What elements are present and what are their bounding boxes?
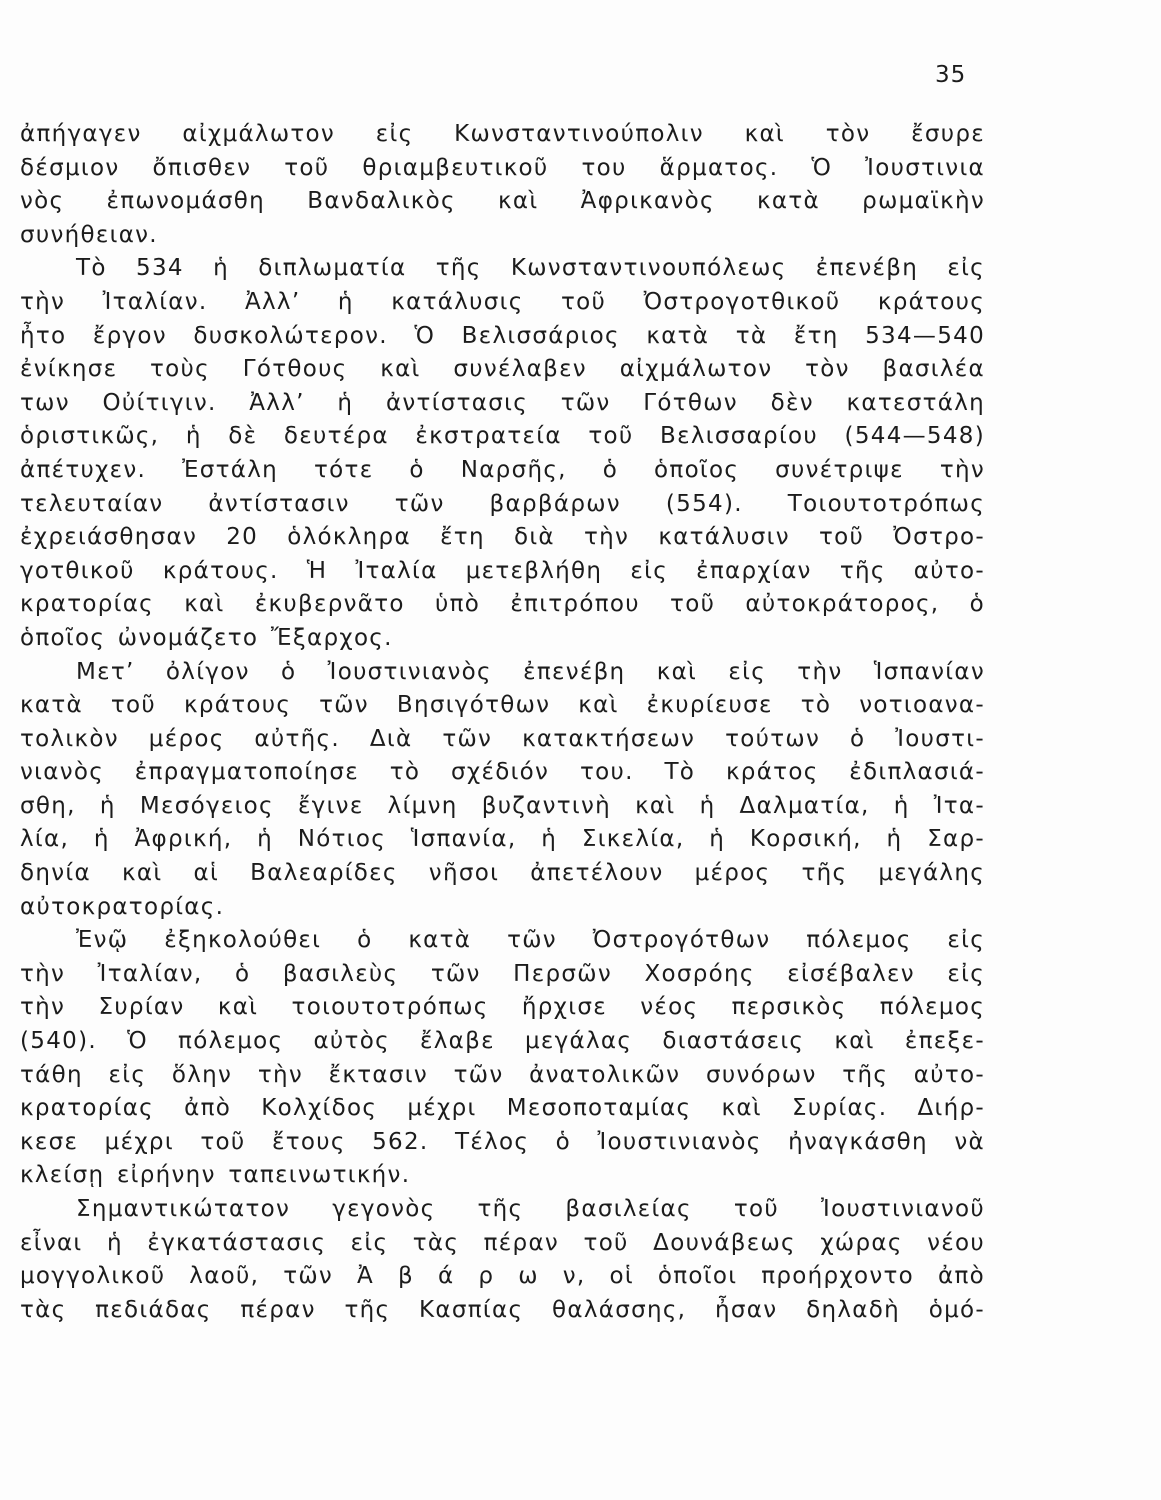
text-line: λία, ἡ Ἀφρική, ἡ Νότιος Ἱσπανία, ἡ Σικελία, ἡ Κορσική, ἡ Σαρ- (20, 826, 985, 853)
text-line: τολικὸν μέρος αὐτῆς. Διὰ τῶν κατακτήσεων τούτων ὁ Ἰουστι- (20, 725, 985, 752)
text-line: σθη, ἡ Μεσόγειος ἔγινε λίμνη βυζαντινὴ καὶ ἡ Δαλματία, ἡ Ἰτα- (20, 792, 985, 819)
paragraph-start-line: Μετ’ ὀλίγον ὁ Ἰουστινιανὸς ἐπενέβη καὶ εἰς τὴν Ἱσπανίαν (76, 658, 985, 685)
text-line: κεσε μέχρι τοῦ ἔτους 562. Τέλος ὁ Ἰουστινιανὸς ἠναγκάσθη νὰ (20, 1128, 985, 1155)
text-line: τελευταίαν ἀντίστασιν τῶν βαρβάρων (554). Τοιουτοτρόπως (20, 490, 985, 517)
text-line: δέσμιον ὄπισθεν τοῦ θριαμβευτικοῦ του ἅρματος. Ὁ Ἰουστινια (20, 154, 985, 181)
text-line: γοτθικοῦ κράτους. Ἡ Ἰταλία μετεβλήθη εἰς ἐπαρχίαν τῆς αὐτο- (20, 557, 985, 584)
paragraph-start-line: Τὸ 534 ἡ διπλωματία τῆς Κωνσταντινουπόλεως ἐπενέβη εἰς (76, 255, 985, 282)
text-line: δηνία καὶ αἱ Βαλεαρίδες νῆσοι ἀπετέλουν μέρος τῆς μεγάλης (20, 860, 985, 887)
text-line: (540). Ὁ πόλεμος αὐτὸς ἔλαβε μεγάλας διαστάσεις καὶ ἐπεξε- (20, 1028, 985, 1055)
text-line: ἐνίκησε τοὺς Γότθους καὶ συνέλαβεν αἰχμάλωτον τὸν βασιλέα (20, 356, 985, 383)
text-line: κρατορίας καὶ ἐκυβερνᾶτο ὑπὸ ἐπιτρόπου τοῦ αὐτοκράτορος, ὁ (20, 591, 985, 618)
text-line: κρατορίας ἀπὸ Κολχίδος μέχρι Μεσοποταμίας καὶ Συρίας. Διήρ- (20, 1095, 985, 1122)
text-line: νιανὸς ἐπραγματοποίησε τὸ σχέδιόν του. Τὸ κράτος ἐδιπλασιά- (20, 759, 985, 786)
text-line: κατὰ τοῦ κράτους τῶν Βησιγότθων καὶ ἐκυρίευσε τὸ νοτιοανα- (20, 692, 985, 719)
text-line: ὁποῖος ὠνομάζετο Ἔξαρχος. (20, 624, 393, 651)
body-text (20, 118, 985, 1327)
text-line: μογγολικοῦ λαοῦ, τῶν Ἀ β ά ρ ω ν, οἱ ὁποῖοι προήρχοντο ἀπὸ (20, 1263, 985, 1290)
text-line: νὸς ἐπωνομάσθη Βανδαλικὸς καὶ Ἀφρικανὸς κατὰ ρωμαϊκὴν (20, 188, 985, 215)
text-line: τὴν Ἰταλίαν, ὁ βασιλεὺς τῶν Περσῶν Χοσρόης εἰσέβαλεν εἰς (20, 960, 985, 987)
text-line: ἦτο ἔργον δυσκολώτερον. Ὁ Βελισσάριος κατὰ τὰ ἔτη 534—540 (20, 322, 985, 349)
text-line: ὁριστικῶς, ἡ δὲ δευτέρα ἐκστρατεία τοῦ Βελισσαρίου (544—548) (20, 423, 985, 450)
text-line: των Οὐίτιγιν. Ἀλλ’ ἡ ἀντίστασις τῶν Γότθων δὲν κατεστάλη (20, 389, 985, 416)
page-number: 35 (935, 62, 967, 88)
text-line: ἀπήγαγεν αἰχμάλωτον εἰς Κωνσταντινούπολιν καὶ τὸν ἔσυρε (20, 121, 985, 147)
text-line: τὴν Συρίαν καὶ τοιουτοτρόπως ἤρχισε νέος περσικὸς πόλεμος (20, 994, 985, 1021)
paragraph-start-line: Σημαντικώτατον γεγονὸς τῆς βασιλείας τοῦ Ἰουστινιανοῦ (76, 1196, 985, 1222)
text-line: ἐχρειάσθησαν 20 ὁλόκληρα ἔτη διὰ τὴν κατάλυσιν τοῦ Ὀστρο- (20, 524, 985, 551)
text-line: τὴν Ἰταλίαν. Ἀλλ’ ἡ κατάλυσις τοῦ Ὀστρογοτθικοῦ κράτους (20, 288, 985, 315)
text-line: ἀπέτυχεν. Ἐστάλη τότε ὁ Ναρσῆς, ὁ ὁποῖος συνέτριψε τὴν (20, 456, 985, 483)
paragraph-start-line: Ἐνῷ ἐξηκολούθει ὁ κατὰ τῶν Ὀστρογότθων πόλεμος εἰς (76, 927, 985, 954)
text-line: κλείσῃ εἰρήνην ταπεινωτικήν. (20, 1162, 411, 1189)
text-line: συνήθειαν. (20, 221, 158, 248)
text-line: τὰς πεδιάδας πέραν τῆς Κασπίας θαλάσσης, ἦσαν δηλαδὴ ὁμό- (20, 1296, 985, 1323)
text-line: εἶναι ἡ ἐγκατάστασις εἰς τὰς πέραν τοῦ Δουνάβεως χώρας νέου (20, 1229, 985, 1256)
text-line: τάθη εἰς ὅλην τὴν ἔκτασιν τῶν ἀνατολικῶν συνόρων τῆς αὐτο- (20, 1061, 985, 1088)
text-line: αὐτοκρατορίας. (20, 893, 225, 920)
